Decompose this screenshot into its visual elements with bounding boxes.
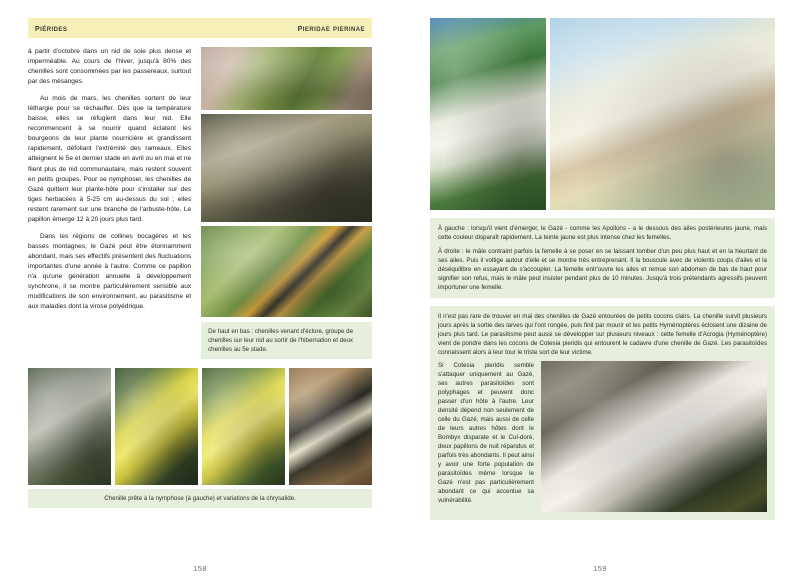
paragraph-1: à partir d'octobre dans un nid de soie plus dense et imperméable. Au cours de l'hiver, jusqu'à 80% des chenilles sont consommées par les passereaux, surtout par des mésanges.	[28, 48, 192, 86]
photo-prepupal-caterpillar	[28, 368, 111, 485]
photo-emerging-butterfly	[430, 18, 546, 210]
photo-chrysalis-variation-1	[115, 368, 198, 485]
parasitism-lead-paragraph: Il n'est pas rare de trouver en mai des chenilles de Gazé entourées de petits cocons clairs. La chenille survit plusieurs jours après la sortie des larves qui l'ont rongée, puis finit par mourir et les petits Hyménoptères éclosent une dizaine de jours plus tard. Le parasitisme peut aussi se développer sur plusieurs niveaux : cette femelle d'Acrogia (Hyménoptère) vient de pondre dans les cocons de Cotesia pieridis qui entourent le cadavre d'une chenille de Gazé. Les parasitoïdes connaissent alors à leur tour le triste sort de leur victime.	[438, 313, 767, 356]
right-photo-row	[430, 18, 775, 210]
photo-mating-pair	[550, 18, 775, 210]
photo-caterpillar-nest	[201, 114, 372, 222]
page-right	[400, 0, 800, 582]
left-photo-column	[201, 47, 372, 359]
photo-chrysalis-variation-3	[289, 368, 372, 485]
photo-two-caterpillars	[201, 226, 372, 317]
caption-bottom-left: Chenille prête à la nymphose (à gauche) et variations de la chrysalide.	[28, 489, 372, 508]
photo-chrysalis-variation-2	[202, 368, 285, 485]
note-paragraph-left: À gauche : lorsqu'il vient d'émerger, le Gazé - comme les Apollons - a le dessous des ailes postérieures jaune, mais cette couleur disparaît rapidement. La teinte jaune est plus intense chez les femelles.	[438, 225, 767, 241]
running-header-left	[28, 18, 372, 38]
paragraph-3: Dans les régions de collines bocagères et les basses montagnes, le Gazé peut être étonnamment abondant, mais ses effectifs présentent des fluctuations importantes d'une année à l'autre. Comme ce papillon n'a qu'une génération annuelle à développement synchrone, il se montre particulièrement sensible aux modifications de son environnement, au parasitisme et aux maladies dont la virose polyédrique.	[28, 232, 192, 311]
note-paragraph-right: À droite : le mâle contraint parfois la femelle à se poser en se laissant tomber d'un peu plus haut et en la heurtant de ses ailes. Puis il voltige autour d'elle et se montre très entreprenant. Il la bouscule avec de violents coups d'ailes et la déséquilibre en essayant de s'accoupler. La femelle entr'ouvre les ailes et remue son abdomen de bas de haut pour signifier son refus, mais le mâle peut insister pendant plus de 10 minutes. Jusqu'à trois prétendants agressifs peuvent importuner une femelle.	[438, 248, 767, 291]
paragraph-2: Au mois de mars, les chenilles sortent de leur léthargie pour se réchauffer. Dès que la température baisse, elles se réfugient dans leur nid. Elle recommencent à se nourrir quand éclatent les bourgeons de leur plante nourricière et grandissent rapidement, défoliant l'extrémité des rameaux. Elles atteignent le 5e et dernier stade en avril ou en mai et ne filent plus de nid communautaire, mais restent souvent en petits groupes. Pour se nymphoser, les chenilles de Gazé quittent leur plante-hôte pour s'installer sur des tiges herbacées à 5-25 cm au-dessus du sol ; elles restent rarement sur une branche de l'arbuste-hôte. Le papillon émerge 12 à 20 jours plus tard.	[28, 94, 192, 223]
folio-left: 158	[193, 564, 207, 573]
butterfly-note-box	[430, 218, 775, 298]
chrysalis-photo-strip	[28, 368, 372, 485]
photo-caterpillar-on-leaf	[201, 47, 372, 110]
left-text-column	[28, 47, 191, 359]
folio-right: 159	[593, 564, 607, 573]
parasitism-wrap-row	[438, 361, 767, 512]
photo-parasitoid-cocoons	[541, 361, 767, 512]
parasitism-side-column: Si Cotesia pieridis semble s'attaquer uniquement au Gazé, ses autres parasitoïdes sont polyphages et peuvent donc passer d'un hôte à l'autre. Leur densité dépend non seulement de celle du Gazé, mais aussi de celle de leurs autres hôtes dont le Bombyx disparate et le Cul-doré, deux papillons de nuit répandus et parfois très abondants. Il peut ainsi y avoir une forte population de parasitoïdes même lorsque le Gazé n'est pas particulièrement abondant ce qui accentue sa vulnérabilité.	[438, 362, 534, 504]
parasitism-box	[430, 306, 775, 520]
caption-top-left: De haut en bas : chenilles venant d'éclore, groupe de chenilles sur leur nid au sortir de l'hibernation et deux chenilles au 5e stade.	[201, 322, 372, 359]
header-subtitle-left: pieridae pierinae	[297, 22, 365, 34]
left-page-body	[28, 47, 372, 359]
header-title-left: piérides	[35, 22, 68, 34]
left-photo-stack	[201, 47, 372, 317]
